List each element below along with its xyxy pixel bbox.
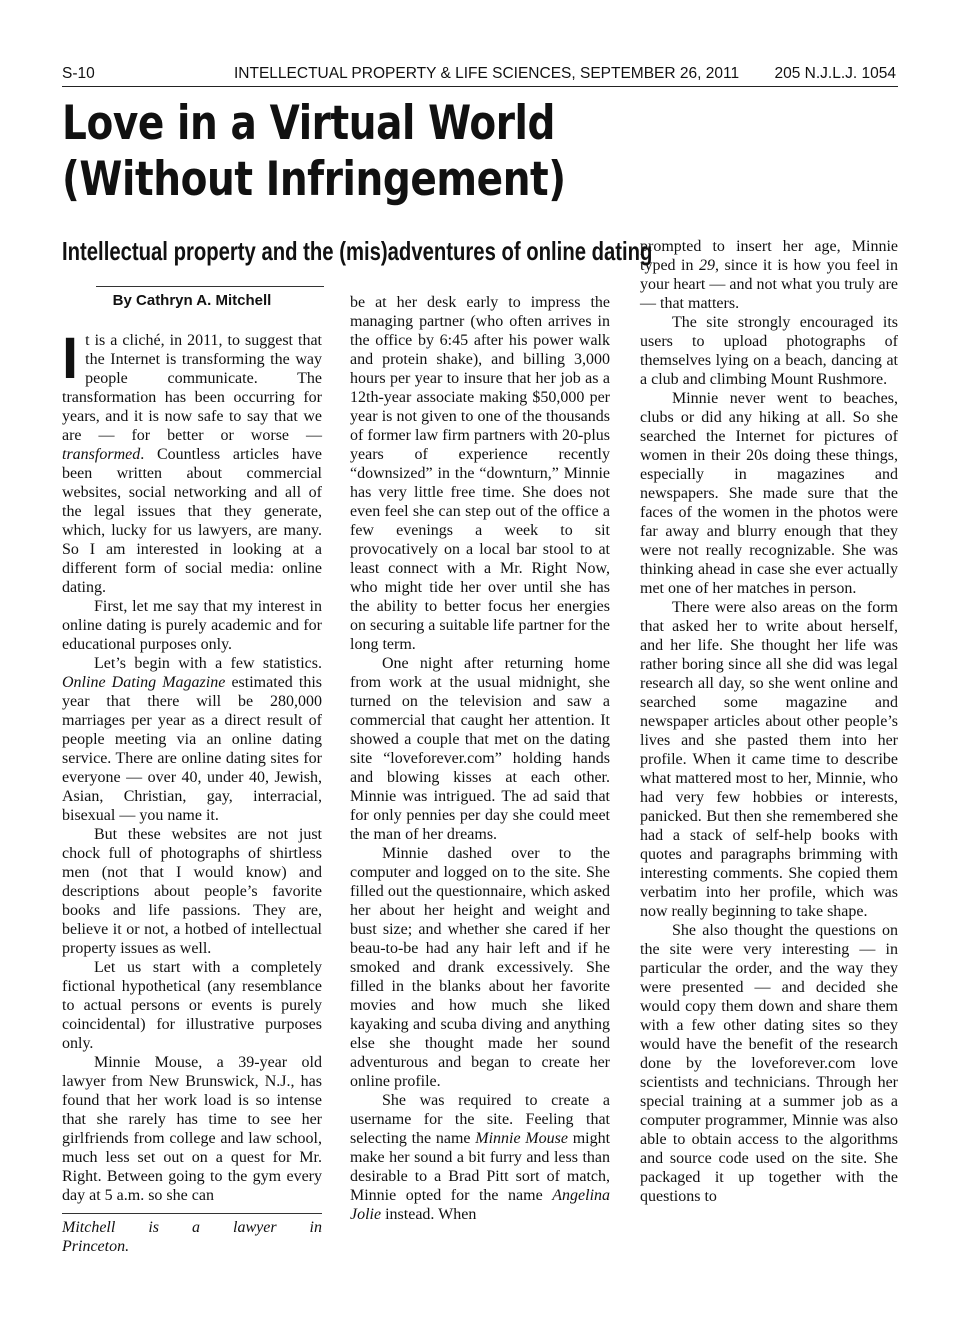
paragraph: be at her desk early to impress the managing partner (who often arrives in the office by 6:45 after his power walk and protein shake), and billing 3,000 hours per year to insure that her job as a 12th-year associate making $50,000 per year is not given to one of the thousands of former law firm partners with 20-plus years of experience recently “downsized” in the “downturn,” Minnie has very little free time. She does not even feel she can step out of the office a few evenings a week to sit provocatively on a local bar stool to at least connect with a Mr. Right Now, who might tide her over until she has the ability to better focus her energies on securing a suitable life partner for the long term. (350, 294, 610, 653)
paragraph: Let us start with a completely fictional hypothetical (any resemblance to actual persons or events is purely coincidental) for illustrative purposes only. (62, 959, 322, 1052)
drop-cap: I (62, 326, 79, 391)
column-3 (640, 237, 898, 1206)
paragraph: First, let me say that my interest in online dating is purely academic and for educational purposes only. (62, 598, 322, 653)
page-number: S-10 (62, 65, 95, 82)
paragraph: But these websites are not just chock full of photographs of shirtless men (not that I would know) and descriptions about people’s favorite books and life passions. They are, believe it or not, a hotbed of intellectual property issues as well. (62, 826, 322, 957)
paragraph: The site strongly encouraged its users to upload photographs of themselves lying on a beach, dancing at a club and climbing Mount Rushmore. (640, 314, 898, 388)
byline: By Cathryn A. Mitchell (112, 292, 272, 309)
paragraph: One night after returning home from work at the usual midnight, she turned on the television and saw a commercial that caught her attention. It showed a couple that met on the dating site “loveforever.com” holding hands and blowing kisses at each other. Minnie was intrigued. The ad said that for only pennies per day she could meet the man of her dreams. (350, 655, 610, 843)
paragraph: It is a cliché, in 2011, to suggest that the Internet is transforming the way people communicate. The transformation has been occurring for years, and it is now safe to say that we are — for better or worse — transformed. Countless articles have been written about commercial websites, social networking and all of the legal issues that they generate, which, lucky for us lawyers, are many. So I am interested in looking at a different form of social media: online dating. (62, 326, 322, 596)
paragraph: Minnie dashed over to the computer and logged on to the site. She filled out the questionnaire, which asked her about her height and weight and bust size; and whether she cared if her beau-to-be had any hair left and if he smoked and drank excessively. She filled in the blanks about her favorite movies and how much she liked kayaking and scuba diving and anything else she thought made her sound adventurous and began to create her online profile. (350, 845, 610, 1090)
title-line-1: Love in a Virtual World (62, 96, 556, 151)
paragraph: There were also areas on the form that asked her to write about herself, and her life. She thought her life was rather boring since all she did was legal research all day, so she went online and searched some magazine and newspaper articles about other people’s lives and she pasted them into her profile. When it came time to describe what mattered most to her, Minnie, who had very few hobbies or interests, panicked. But then she remembered she had a stack of self-help books with quotes and paragraphs brimming with interesting comments. She copied them verbatim into her profile, which was now really beginning to take shape. (640, 599, 898, 920)
title-line-2: (Without Infringement) (62, 152, 566, 207)
paragraph: Let’s begin with a few statistics. Online Dating Magazine estimated this year that there will be 280,000 marriages per year as a direct result of people meeting via an online dating service. There are online dating sites for everyone — over 40, under 40, Jewish, Asian, Christian, gay, interracial, bisexual — you name it. (62, 655, 322, 824)
article-title (62, 96, 660, 208)
byline-rule (96, 286, 324, 287)
paragraph: Minnie never went to beaches, clubs or did any hiking at all. So she searched the Internet for pictures of women in their 20s doing these things, especially in magazines and newspapers. She made sure that the faces of the women in the photos were far away and blurry enough that they were not really recognizable. She was thinking ahead in case she ever actually met one of her matches in person. (640, 390, 898, 597)
page-header (62, 62, 898, 87)
citation: 205 N.J.L.J. 1054 (774, 65, 896, 82)
bio-rule (62, 1213, 322, 1214)
paragraph: She was required to create a username for the site. Feeling that selecting the name Minnie Mouse might make her sound a bit furry and less than desirable to a Brad Pitt sort of match, Minnie opted for the name Angelina Jolie instead. When (350, 1092, 611, 1223)
column-1 (62, 326, 322, 1205)
section-dateline: INTELLECTUAL PROPERTY & LIFE SCIENCES, SEPTEMBER 26, 2011 (234, 65, 740, 82)
column-2 (350, 293, 610, 1224)
paragraph: She also thought the questions on the site were very interesting — in particular the order, and the way they were presented — and decided she would copy them down and share them with a few other dating sites so they would have the benefit of the research done by the loveforever.com love scientists and technicians. Through her special training at a summer job as a computer programmer, Minnie was also able to obtain access to the algorithms and source code used on the site. She packaged it up together with the questions to (640, 922, 898, 1205)
author-bio: Mitchell is a lawyer in Princeton. (62, 1219, 322, 1255)
article-subtitle: Intellectual property and the (mis)adventures of online dating (62, 236, 653, 266)
paragraph: Minnie Mouse, a 39-year old lawyer from New Brunswick, N.J., has found that her work load is so intense that she rarely has time to see her girlfriends from college and law school, much less set out on a quest for Mr. Right. Between going to the gym every day at 5 a.m. so she can (62, 1054, 322, 1204)
paragraph: prompted to insert her age, Minnie typed in 29, since it is how you feel in your heart — and not what you truly are — that matters. (640, 238, 899, 312)
